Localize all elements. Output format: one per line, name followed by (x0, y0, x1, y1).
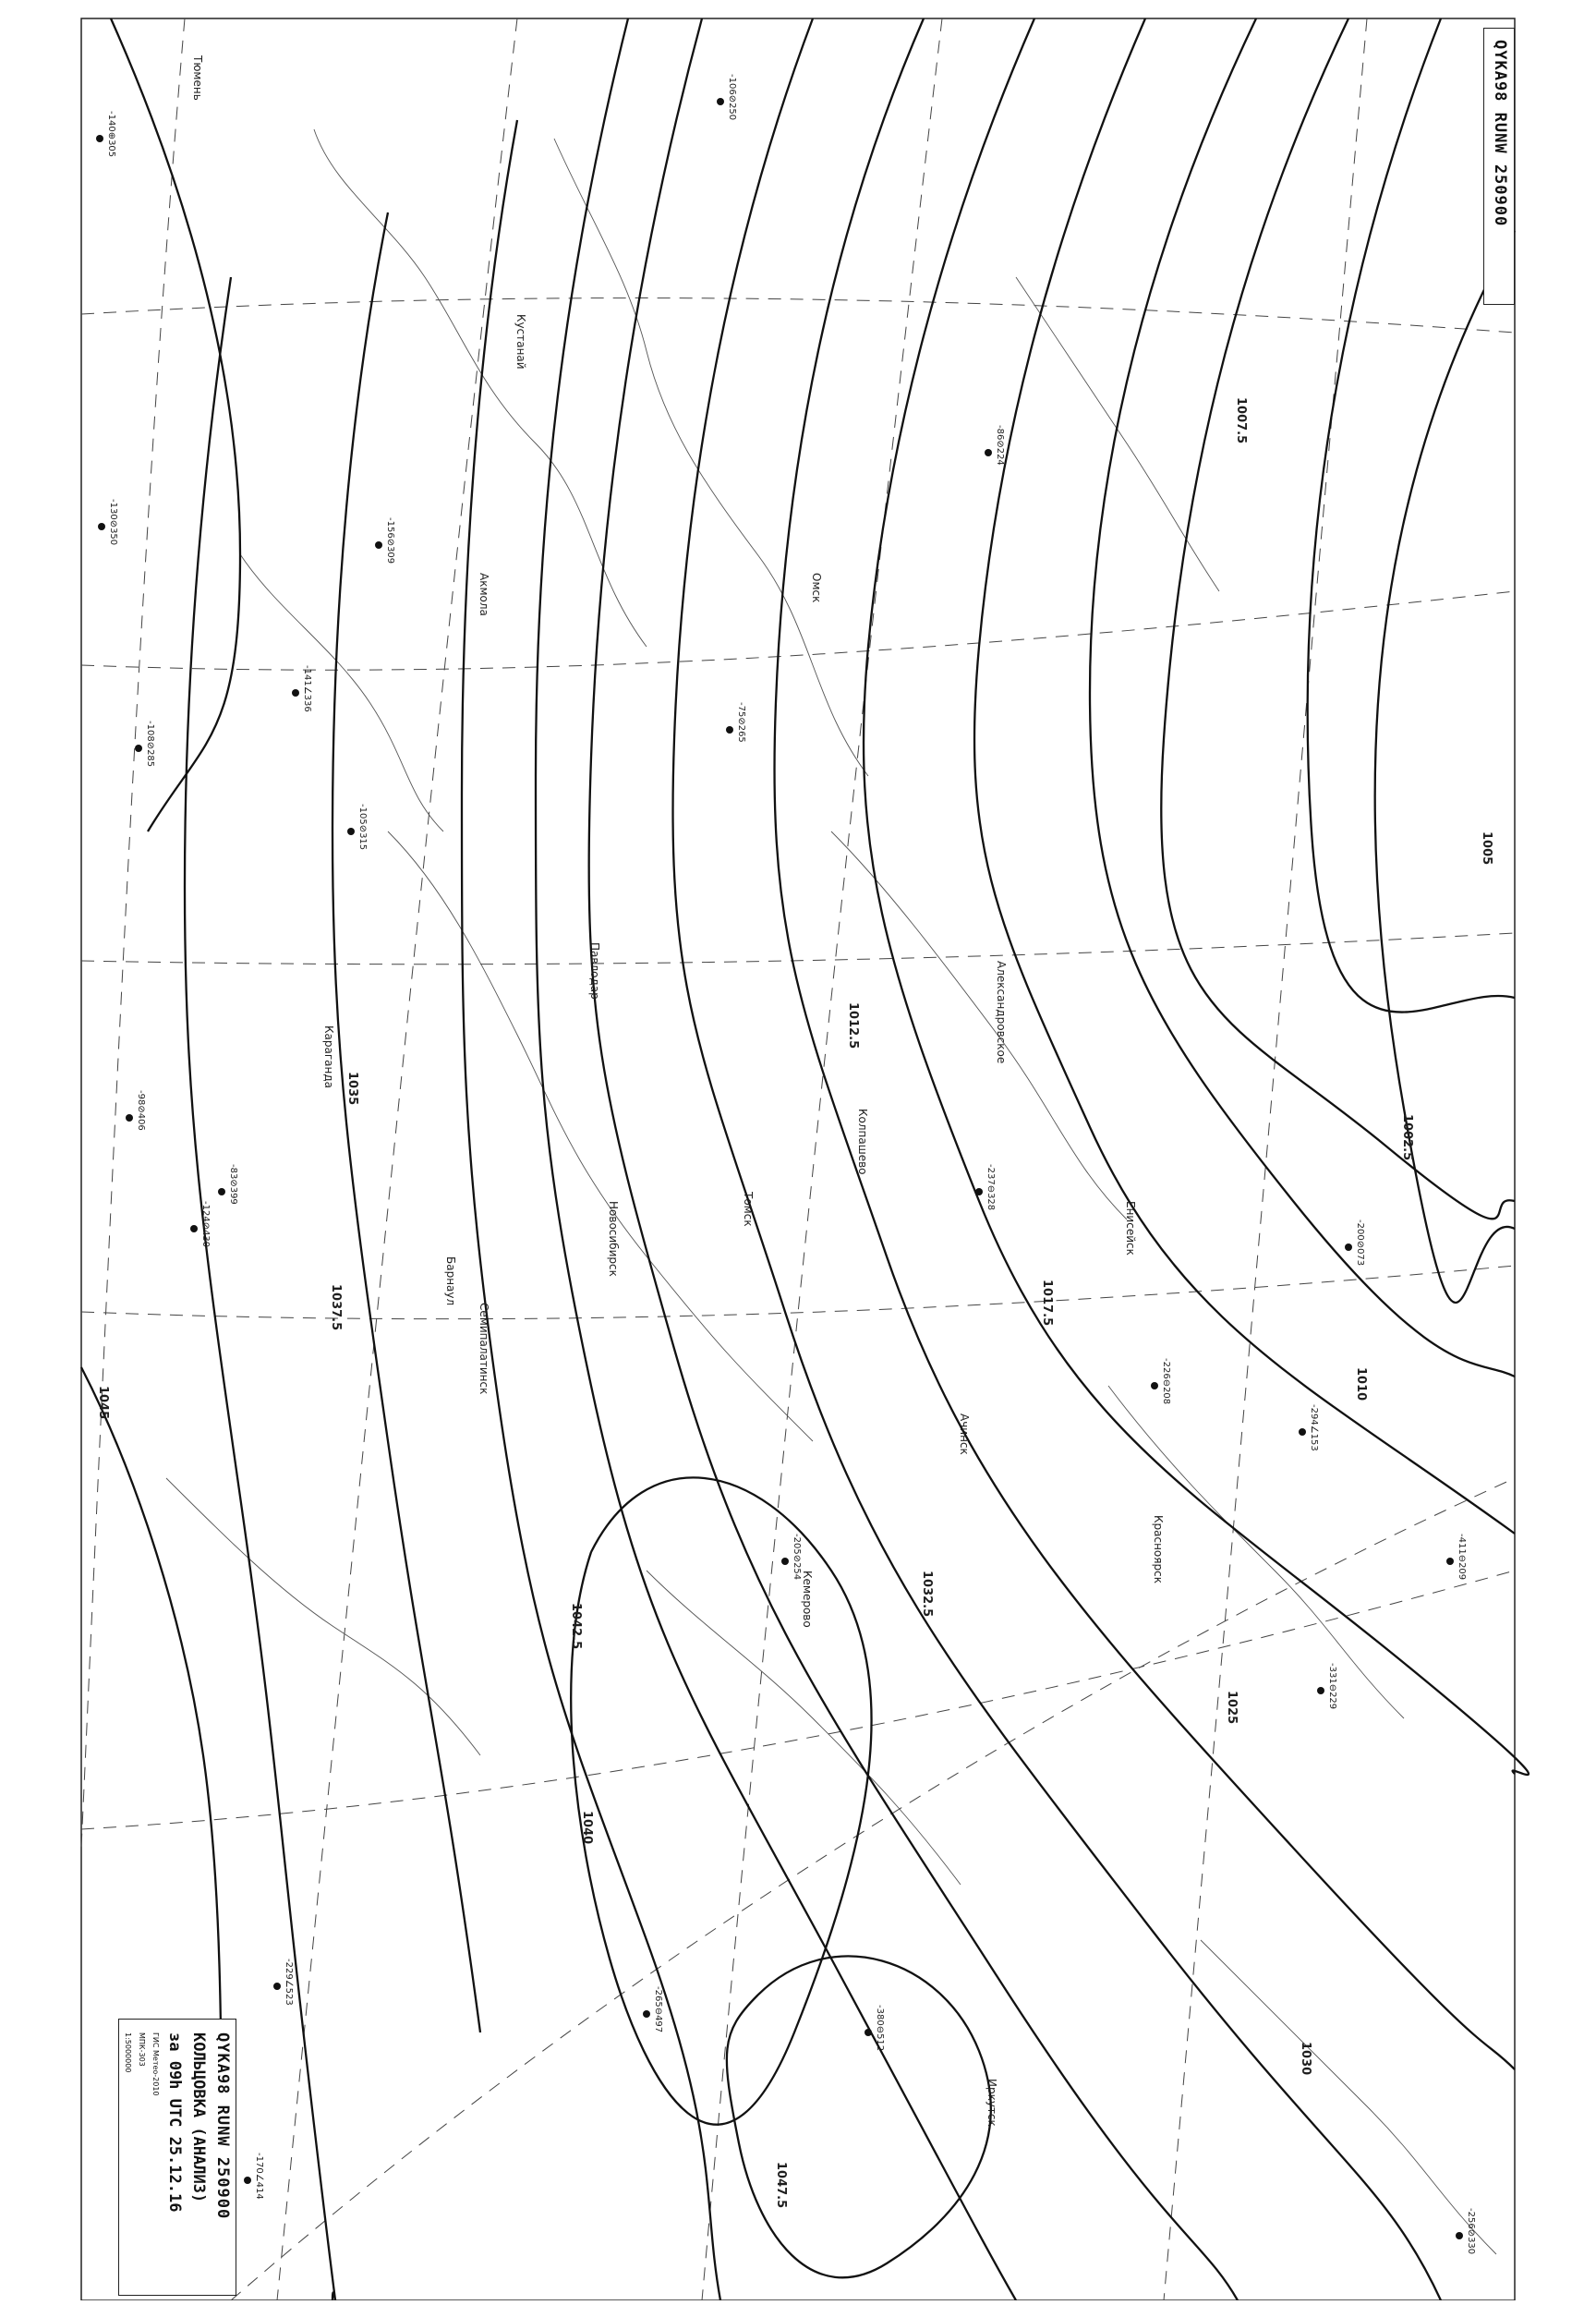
station-label: -75⊘265 (736, 702, 746, 743)
station-marker (190, 1225, 198, 1232)
lat-lon-grid (81, 18, 1515, 2300)
station-label: -86⊘224 (995, 425, 1005, 466)
station-label: -141∠336 (302, 665, 312, 712)
isobar-label: 1045 (96, 1386, 110, 1420)
place-label: Омск (810, 573, 823, 603)
isobar-label: 1032.5 (920, 1571, 934, 1618)
station-label: -170∠414 (254, 2153, 264, 2200)
place-label: Томск (742, 1192, 755, 1227)
station-marker (135, 745, 142, 752)
station-marker (244, 2177, 251, 2184)
place-label: Колпашево (856, 1109, 869, 1175)
place-label: Семипалатинск (478, 1303, 490, 1395)
station-marker (126, 1114, 133, 1122)
station-label: -140⊕305 (106, 111, 116, 158)
station-marker (273, 1983, 281, 1990)
map-frame (81, 18, 1515, 2300)
place-label: Павлодар (588, 942, 601, 1000)
station-dots (96, 98, 1463, 2239)
isobar-line (1090, 18, 1515, 1377)
place-label: Енисейск (1124, 1201, 1137, 1256)
station-marker (985, 449, 992, 456)
station-label: -108⊘285 (145, 721, 155, 768)
station-label: -380⊖512 (875, 2005, 885, 2052)
station-label: -106⊘250 (727, 74, 737, 121)
station-marker (1317, 1687, 1324, 1694)
isobar-line (727, 1956, 991, 2277)
station-marker (717, 98, 724, 105)
place-label: Караганда (322, 1025, 335, 1088)
place-label: Кемерово (801, 1571, 814, 1628)
isobar-line (864, 18, 1529, 1775)
station-label: -205⊘254 (792, 1534, 802, 1581)
place-label: Барнаул (444, 1256, 457, 1306)
isobar-line (571, 1477, 871, 2124)
map-header: QYKA98 RUNW 250900 (1491, 40, 1509, 227)
map-header-box (1483, 28, 1515, 305)
station-label: -265⊖497 (653, 1986, 663, 2033)
station-marker (864, 2029, 872, 2036)
isobar-label: 1037.5 (329, 1284, 343, 1331)
isobar-line (332, 212, 480, 2032)
isobar-line (1161, 18, 1515, 1219)
isobar-line (1375, 231, 1515, 1303)
place-label: Иркутск (985, 2079, 998, 2127)
station-labels (106, 74, 1476, 2254)
station-label: -83⊘399 (228, 1164, 238, 1205)
isobar-line (185, 277, 337, 2300)
station-marker (726, 726, 733, 734)
isobar-layer (81, 18, 1529, 2300)
stamp-credit-system: МПК-303 (138, 2032, 147, 2067)
station-label: -98⊘406 (136, 1090, 146, 1131)
station-marker (1446, 1558, 1454, 1565)
place-label: Акмола (478, 573, 490, 616)
place-labels (191, 55, 1165, 2127)
isobar-line (589, 18, 1238, 2300)
isobar-label: 1017.5 (1040, 1280, 1054, 1327)
station-marker (1456, 2232, 1463, 2239)
isobar-label: 1042.5 (569, 1603, 583, 1650)
isobar-line (111, 18, 240, 831)
isobar-label: 1012.5 (846, 1002, 860, 1049)
station-label: -411⊖209 (1457, 1534, 1467, 1581)
place-label: Красноярск (1152, 1515, 1165, 1583)
station-marker (1299, 1428, 1306, 1436)
station-marker (375, 541, 382, 549)
map-stamp (118, 2019, 236, 2296)
stamp-title: КОЛЬЦОВКА (АНАЛИЗ) (189, 2032, 209, 2203)
isobar-label: 1025 (1225, 1691, 1239, 1725)
station-label: -124⊘430 (200, 1201, 211, 1248)
isobar-label: 1040 (580, 1811, 594, 1845)
isobar-label: 1007.5 (1234, 397, 1248, 444)
stamp-credit-software: ГИС Метео-2010 (151, 2032, 161, 2096)
station-marker (1345, 1243, 1352, 1251)
isobar-label: 1005 (1480, 831, 1493, 866)
station-label: -294∠153 (1309, 1404, 1319, 1451)
station-marker (96, 135, 103, 142)
isobar-line (673, 18, 1442, 2300)
place-label: Тюмень (191, 55, 204, 101)
map-stamp-content (119, 2020, 237, 2297)
station-label: -130⊘350 (108, 499, 118, 546)
station-marker (347, 828, 355, 835)
isobar-label: 1030 (1299, 2042, 1312, 2076)
station-marker (975, 1188, 983, 1195)
station-label: -226⊖208 (1161, 1358, 1171, 1405)
stamp-scale: 1:5000000 (124, 2032, 133, 2073)
isobar-line (775, 18, 1516, 2069)
station-label: -200⊘073 (1355, 1219, 1365, 1267)
station-marker (1151, 1382, 1158, 1389)
place-label: Новосибирск (607, 1201, 620, 1277)
isobar-line (974, 18, 1515, 1534)
isobar-label: 1047.5 (774, 2162, 788, 2209)
station-label: -331⊖229 (1327, 1663, 1337, 1710)
place-label: Александровское (995, 961, 1008, 1064)
station-marker (218, 1188, 225, 1195)
station-label: -105⊘315 (357, 804, 368, 851)
station-marker (98, 523, 105, 530)
place-label: Кустанай (514, 314, 527, 370)
station-label: -229∠523 (284, 1959, 294, 2006)
station-label: -237⊖328 (985, 1164, 996, 1211)
station-marker (643, 2010, 650, 2018)
station-marker (781, 1558, 789, 1565)
stamp-valid-time: за 09h UTC 25.12.16 (165, 2032, 185, 2213)
place-label: Ачинск (958, 1413, 971, 1455)
isobar-label: 1010 (1354, 1367, 1368, 1401)
stamp-bulletin-code: QYKA98 RUNW 250900 (213, 2032, 233, 2220)
isobar-line (462, 120, 720, 2300)
station-label: -156⊘309 (385, 517, 395, 564)
isobar-label: 1035 (345, 1072, 359, 1106)
station-marker (292, 689, 299, 697)
isobar-label: 1002.5 (1400, 1114, 1414, 1161)
isobar-line (536, 18, 1016, 2300)
geography-lines (166, 129, 1496, 2254)
station-label: -256⊘330 (1466, 2208, 1476, 2255)
